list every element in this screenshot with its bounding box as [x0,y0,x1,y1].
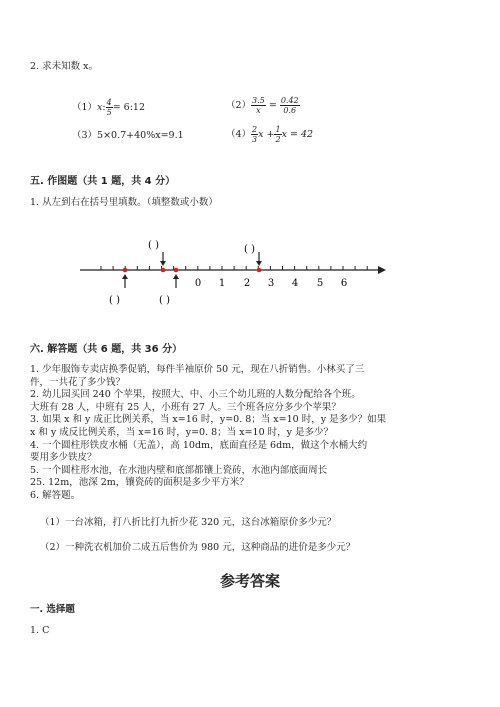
tick-label: 2 [243,278,251,289]
equation-4 [226,125,313,144]
q6-line: 1. 少年服饰专卖店换季促销，每件半袖原价 50 元，现在八折销售。小林买了三 [30,364,365,375]
eq2-denominator: x [256,106,261,115]
eq4-denominator-2: 2 [275,135,281,144]
eq2-right-numerator: 0.42 [280,96,299,105]
point-b [161,268,166,273]
eq1-fraction [106,98,113,117]
q6-line: 25. 12m，池深 2m，镶瓷砖的面积是多少平方米？ [30,477,249,489]
eq4-middle: x + [258,129,275,140]
eq4-end: x = 42 [281,129,314,140]
q6-sub-2: （2）一种洗衣机加价二成五后售价为 980 元，这种商品的进价是多少元？ [40,542,356,553]
q6-line: 6. 解答题。 [30,490,81,501]
q6-line: 3. 如果 x 和 y 成正比例关系，当 x=16 时，y=0. 8；当 x=10 时，y 是多少？如果 [30,414,387,426]
eq4-label: （4） [226,129,252,140]
blank-bottom-2: ( ) [159,295,170,306]
eq2-fraction-left [251,96,266,115]
eq4-denominator-1: 3 [252,135,258,144]
eq1-right: = 6:12 [112,102,146,113]
equation-1 [72,98,145,117]
arrow-bottom-2-head [173,274,179,279]
eq1-denominator: 5 [106,108,112,117]
eq2-equals: = [268,100,277,111]
q6-line: x 和 y 成反比例关系，当 x=16 时，y=0. 8；当 x=10 时，y 是多少？ [30,427,334,438]
arrow-top-1-head [160,261,166,266]
eq4-numerator-1: 2 [252,125,258,134]
arrow-bottom-1-head [122,274,128,279]
point-a [123,268,128,273]
section2-intro: 2. 求未知数 x。 [30,61,98,72]
eq1-colon: : [102,102,106,113]
answer-1: 1. C [30,625,50,636]
tick-label: 6 [340,278,348,289]
section6-title: 六. 解答题（共 6 题，共 36 分） [30,344,183,355]
q6-line: 件，一共花了多少钱？ [30,376,126,388]
eq1-numerator: 4 [106,98,112,107]
q6-sub-1: （1）一台冰箱，打八折比打九折少花 320 元，这台冰箱原价多少元？ [40,517,337,528]
point-c [174,268,179,273]
eq2-right-denominator: 0.6 [283,106,297,115]
blank-bottom-1: ( ) [109,295,120,306]
eq2-label: （2） [226,100,252,111]
eq2-fraction-right [280,96,300,115]
q6-line: 大班有 28 人，中班有 25 人，小班有 27 人。三个班各应分多少个苹果？ [30,401,341,413]
number-line-ticks [101,266,367,270]
section5-title: 五. 作图题（共 1 题，共 4 分） [30,176,176,187]
equation-3: （3）5×0.7+40%x=9.1 [72,130,184,141]
answer-section-1: 一. 选择题 [30,604,75,615]
tick-label: 1 [218,278,226,289]
q6-line: 4. 一个圆柱形铁皮水桶（无盖），高 10dm，底面直径是 6dm，做这个水桶大约 [30,439,368,451]
blank-top-1: ( ) [148,240,159,251]
eq1-x: x [97,102,103,113]
q5-1-text: 1. 从左到右在括号里填数。（填整数或小数） [30,197,218,208]
q6-line: 5. 一个圆柱形水池，在水池内壁和底部都镶上瓷砖，水池内部底面周长 [30,464,328,476]
point-d [257,268,262,273]
number-line-arrowhead [378,266,386,274]
tick-label: 4 [291,278,299,289]
tick-label: 3 [267,278,275,289]
answer-title: 参考答案 [219,572,280,590]
arrow-top-2-head [256,261,262,266]
eq4-fraction-2 [274,125,281,144]
equation-2 [226,96,300,115]
q6-line: 要用多少铁皮？ [30,452,97,464]
tick-label: 5 [316,278,324,289]
eq2-numerator: 3.5 [252,96,265,105]
eq4-numerator-2: 1 [275,125,281,134]
number-line-figure [0,230,500,320]
q6-line: 2. 幼儿园买回 240 个苹果，按照大、中、小三个幼儿班的人数分配给各个班。 [30,389,361,401]
eq1-label: （1） [72,102,98,113]
number-line-labels [195,278,347,289]
blank-top-2: ( ) [244,244,255,255]
tick-label: 0 [194,278,202,289]
